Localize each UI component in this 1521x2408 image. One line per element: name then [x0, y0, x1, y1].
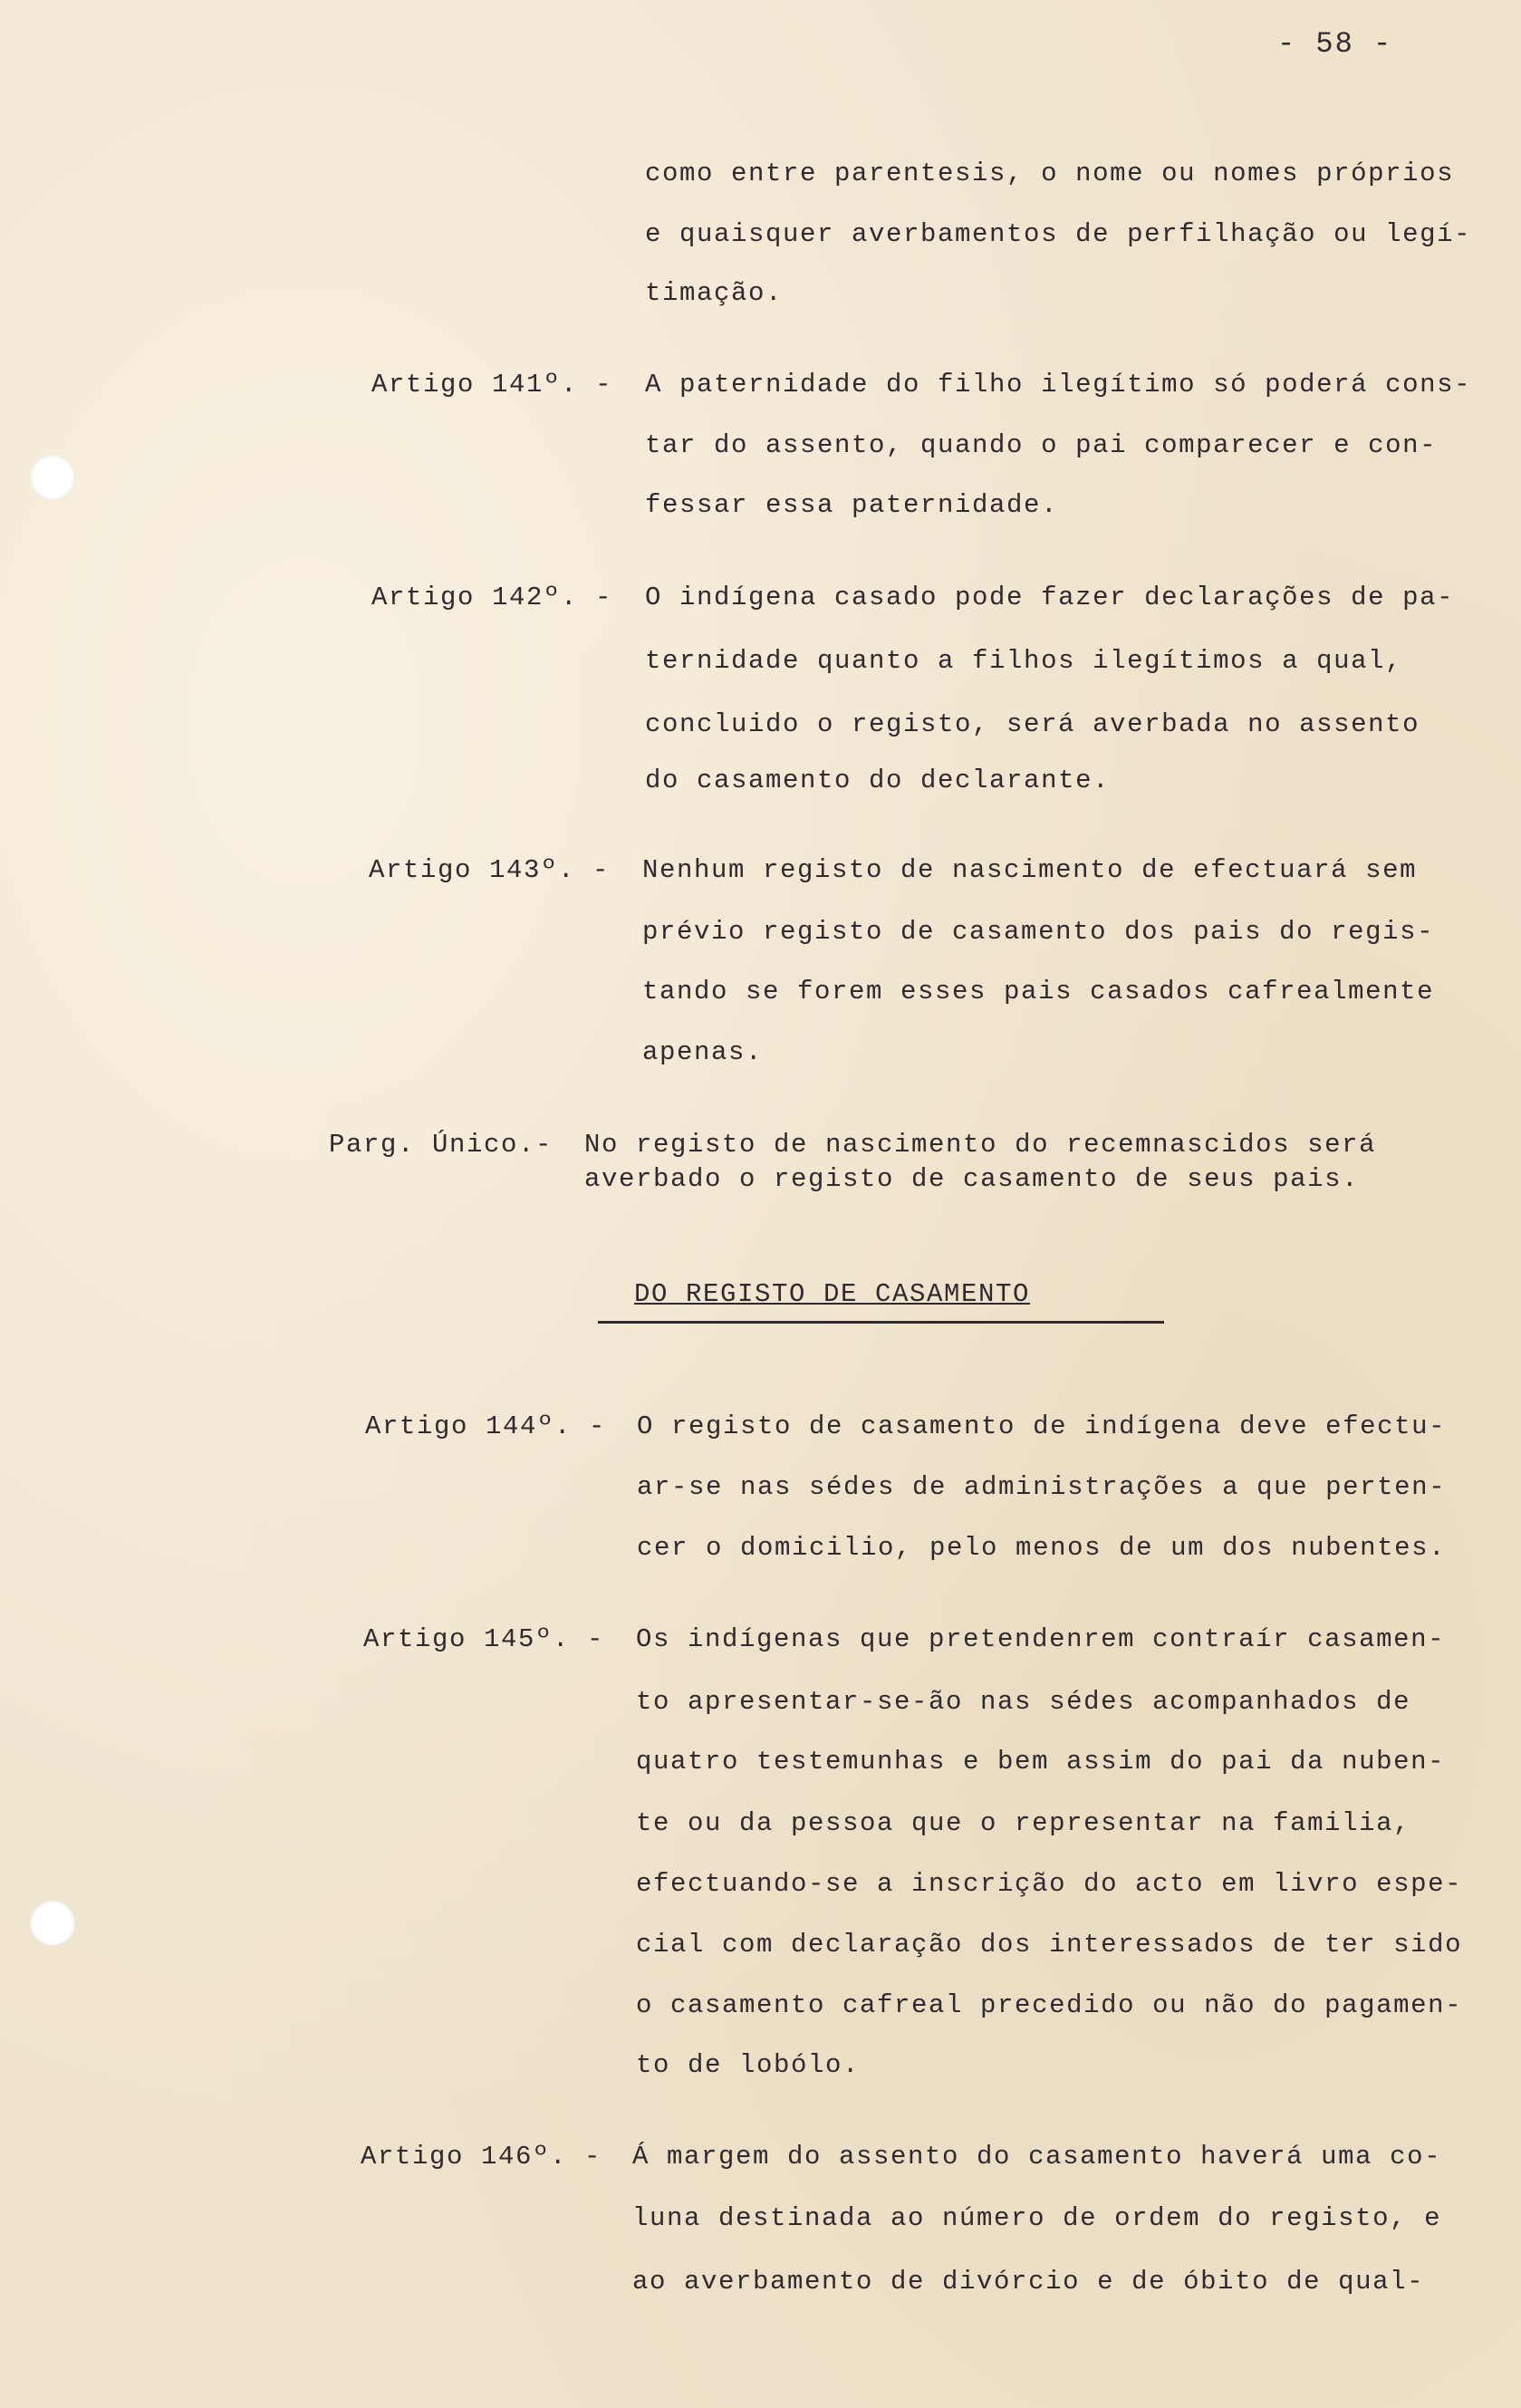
- text-line: Nenhum registo de nascimento de efectuará sem: [642, 855, 1418, 885]
- text-line: prévio registo de casamento dos pais do regis-: [642, 917, 1435, 947]
- text-line: O registo de casamento de indígena deve efectu-: [637, 1411, 1447, 1441]
- article-label: Artigo 141º. -: [371, 370, 613, 400]
- text-line: tando se forem esses pais casados cafrealmente: [642, 977, 1435, 1007]
- text-line: tar do assento, quando o pai comparecer e con-: [645, 430, 1438, 460]
- text-line: Á margem do assento do casamento haverá uma co-: [632, 2142, 1442, 2172]
- paragraph-label: Parg. Único.-: [329, 1130, 554, 1160]
- text-line: ao averbamento de divórcio e de óbito de qual-: [632, 2267, 1425, 2297]
- text-line: A paternidade do filho ilegítimo só poderá cons-: [645, 370, 1472, 400]
- article-label: Artigo 142º. -: [371, 583, 613, 612]
- text-line: e quaisquer averbamentos de perfilhação ou legí-: [645, 219, 1472, 249]
- article-label: Artigo 146º. -: [361, 2142, 602, 2172]
- text-line: O indígena casado pode fazer declarações de pa-: [645, 583, 1455, 612]
- text-line: quatro testemunhas e bem assim do pai da nuben-: [636, 1747, 1446, 1777]
- text-line: to de lobólo.: [636, 2050, 861, 2080]
- text-line: to apresentar-se-ão nas sédes acompanhados de: [636, 1687, 1411, 1717]
- text-line: do casamento do declarante.: [645, 766, 1111, 795]
- text-line: como entre parentesis, o nome ou nomes próprios: [645, 159, 1455, 188]
- text-line: te ou da pessoa que o representar na familia,: [636, 1808, 1411, 1838]
- article-label: Artigo 144º. -: [365, 1411, 607, 1441]
- section-heading: DO REGISTO DE CASAMENTO: [634, 1279, 1031, 1309]
- text-line: No registo de nascimento do recemnascidos será: [584, 1130, 1377, 1160]
- page-number: - 58 -: [1277, 27, 1393, 61]
- text-line: ar-se nas sédes de administrações a que perten-: [637, 1472, 1447, 1502]
- text-line: timação.: [645, 278, 784, 308]
- heading-underline: [598, 1321, 1164, 1324]
- text-line: Os indígenas que pretendenrem contraír casamen-: [636, 1624, 1446, 1654]
- text-line: o casamento cafreal precedido ou não do pagamen-: [636, 1990, 1463, 2020]
- text-line: luna destinada ao número de ordem do registo, e: [632, 2203, 1442, 2233]
- punch-hole: [30, 455, 75, 500]
- text-line: cer o domicilio, pelo menos de um dos nubentes.: [637, 1533, 1447, 1563]
- text-line: efectuando-se a inscrição do acto em livro espe-: [636, 1869, 1463, 1899]
- text-line: concluido o registo, será averbada no assento: [645, 709, 1420, 739]
- text-line: fessar essa paternidade.: [645, 490, 1059, 520]
- text-line: cial com declaração dos interessados de ter sido: [636, 1930, 1463, 1960]
- text-line: ternidade quanto a filhos ilegítimos a qual,: [645, 646, 1403, 676]
- article-label: Artigo 145º. -: [363, 1624, 605, 1654]
- article-label: Artigo 143º. -: [369, 855, 611, 885]
- text-line: apenas.: [642, 1037, 764, 1067]
- text-line: averbado o registo de casamento de seus pais.: [584, 1164, 1360, 1194]
- punch-hole: [30, 1901, 75, 1946]
